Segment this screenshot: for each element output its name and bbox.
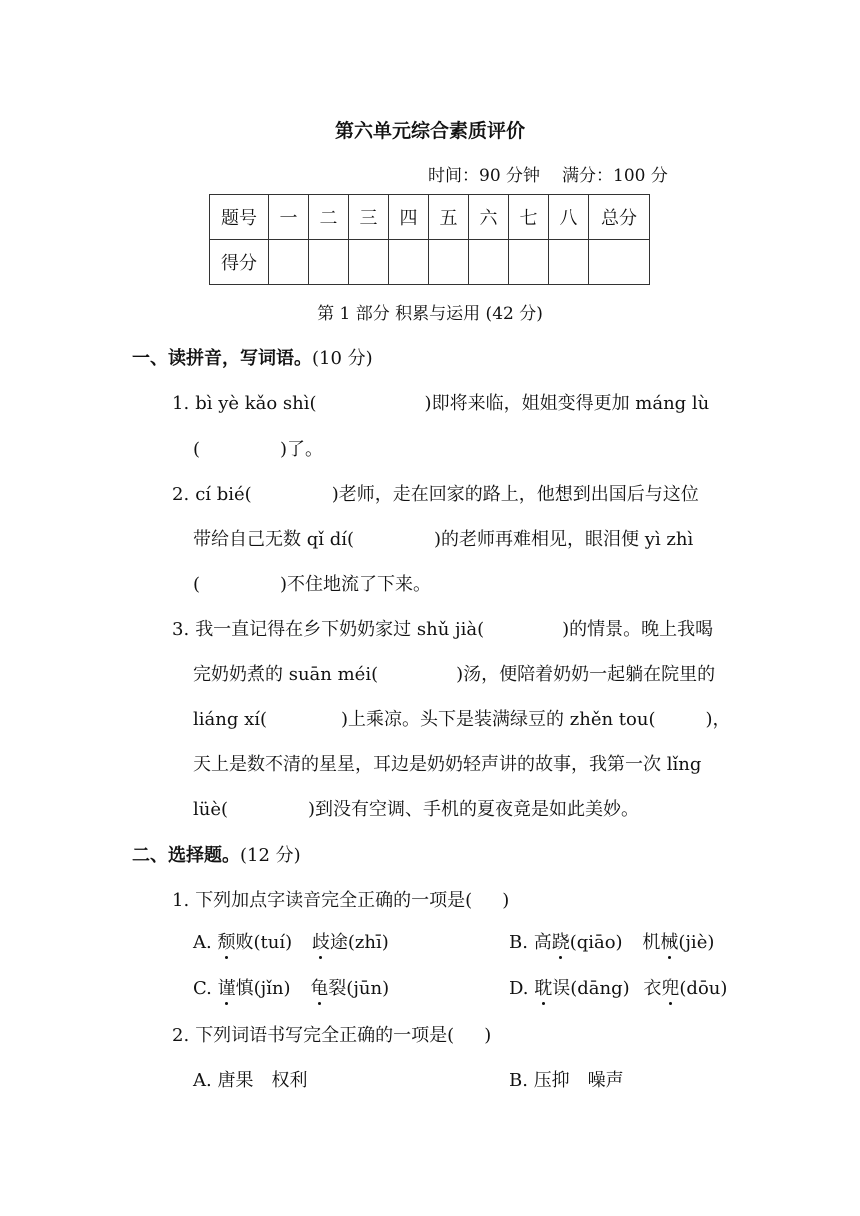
mc2-number: 2.	[172, 1025, 190, 1046]
score-cell	[509, 240, 549, 285]
mc2-stem	[172, 1021, 491, 1047]
col-4: 四	[389, 195, 429, 240]
dotted-char: 龟	[310, 978, 329, 999]
q1-text-c: (	[193, 439, 201, 460]
section-2-heading	[132, 841, 301, 867]
dotted-char: 兜	[661, 978, 680, 999]
mc1-option-d[interactable]	[509, 974, 727, 1000]
q2-line-2	[193, 525, 693, 551]
q2-line-3	[193, 570, 431, 596]
q3-text-f: )上乘凉。头下是装满绿豆的 zhěn tou(	[341, 709, 656, 730]
col-6: 六	[469, 195, 509, 240]
dotted-char: 械	[660, 932, 679, 953]
col-5: 五	[429, 195, 469, 240]
q3-line-3	[193, 705, 731, 731]
q3-text-a: 我一直记得在乡下奶奶家过 shǔ jià(	[195, 619, 485, 640]
q1-text-b: )即将来临，姐姐变得更加 máng lù	[424, 393, 710, 414]
q3-text-b: )的情景。晚上我喝	[562, 619, 714, 640]
col-7: 七	[509, 195, 549, 240]
q2-text-e: (	[193, 574, 201, 595]
score-cell	[309, 240, 349, 285]
q3-text-h: lüè(	[193, 799, 229, 820]
q2-text-a: cí bié(	[195, 484, 252, 505]
dotted-char: 谨	[217, 978, 236, 999]
option-label: B.	[509, 932, 528, 953]
score-cell	[469, 240, 509, 285]
q2-text-b: )老师，走在回家的路上，他想到出国后与这位	[331, 484, 699, 505]
q2-text-c: 带给自己无数 qǐ dí(	[193, 529, 355, 550]
word-part: 衣	[643, 978, 662, 999]
mc1-number: 1.	[172, 890, 190, 911]
time-limit: 时间：90 分钟	[428, 166, 541, 186]
q3-text-c: 完奶奶煮的 suān méi(	[193, 664, 379, 685]
section-2-points: (12 分)	[240, 845, 301, 866]
mc1-text: 下列加点字读音完全正确的一项是(	[195, 890, 473, 911]
mc2-option-a[interactable]	[193, 1066, 307, 1092]
score-cell	[389, 240, 429, 285]
row-label-score: 得分	[210, 240, 269, 285]
q3-line-5	[193, 795, 639, 821]
q3-line-1	[172, 615, 713, 641]
option-text: 唐果 权利	[217, 1070, 308, 1091]
dotted-char: 跷	[551, 932, 570, 953]
exam-meta	[428, 161, 668, 186]
word-part: 误(dāng)	[552, 978, 630, 999]
q3-line-2	[193, 660, 715, 686]
q3-text-e: liáng xí(	[193, 709, 268, 730]
q1-text-a: bì yè kǎo shì(	[195, 393, 317, 414]
score-table-score-row	[210, 240, 650, 285]
mc1-option-a[interactable]	[193, 928, 389, 954]
col-total: 总分	[589, 195, 650, 240]
word-part: 裂(jūn)	[328, 978, 390, 999]
option-label: B.	[509, 1070, 528, 1091]
q1-line-2	[193, 435, 323, 461]
word-part: 败(tuí)	[235, 932, 293, 953]
q2-text-d: )的老师再难相见，眼泪便 yì zhì	[434, 529, 694, 550]
q3-line-4: 天上是数不清的星星，耳边是奶奶轻声讲的故事，我第一次 lǐng	[193, 754, 702, 775]
score-table	[209, 194, 650, 285]
word-part: 机	[642, 932, 661, 953]
dotted-char: 歧	[311, 932, 330, 953]
option-label: A.	[193, 932, 212, 953]
page-title: 第六单元综合素质评价	[334, 120, 525, 142]
col-2: 二	[309, 195, 349, 240]
word-part: (qiāo)	[569, 932, 623, 953]
part-heading: 第 1 部分 积累与运用 (42 分)	[317, 304, 543, 324]
section-1-heading	[132, 344, 373, 370]
section-2-title: 二、选择题。	[132, 845, 240, 866]
mc2-text-end: )	[484, 1025, 492, 1046]
full-score: 满分：100 分	[562, 166, 668, 186]
option-label: A.	[193, 1070, 212, 1091]
q1-number: 1.	[172, 393, 190, 414]
mc2-option-b[interactable]	[509, 1066, 624, 1092]
score-cell	[349, 240, 389, 285]
q1-text-d: )了。	[280, 439, 324, 460]
score-cell	[549, 240, 589, 285]
score-cell-total	[589, 240, 650, 285]
option-label: D.	[509, 978, 529, 999]
mc1-stem	[172, 886, 509, 912]
q3-text-g: )，	[705, 709, 731, 730]
word-part: 高	[533, 932, 552, 953]
q3-text-d: )汤，便陪着奶奶一起躺在院里的	[456, 664, 716, 685]
dotted-char: 颓	[217, 932, 236, 953]
q3-number: 3.	[172, 619, 190, 640]
mc1-option-c[interactable]	[193, 974, 389, 1000]
word-part: (dōu)	[679, 978, 728, 999]
word-part: 慎(jǐn)	[235, 978, 291, 999]
word-part: (jiè)	[678, 932, 715, 953]
word-part: 途(zhī)	[329, 932, 389, 953]
col-3: 三	[349, 195, 389, 240]
score-cell	[429, 240, 469, 285]
q2-line-1	[172, 480, 699, 506]
mc1-option-b[interactable]	[509, 928, 714, 954]
q2-text-f: )不住地流了下来。	[280, 574, 432, 595]
mc2-text: 下列词语书写完全正确的一项是(	[195, 1025, 455, 1046]
q1-line-1	[172, 389, 709, 415]
row-label-number: 题号	[210, 195, 269, 240]
score-table-header-row	[210, 195, 650, 240]
score-cell	[269, 240, 309, 285]
q3-text-i: )到没有空调、手机的夏夜竟是如此美妙。	[308, 799, 640, 820]
dotted-char: 耽	[534, 978, 553, 999]
q2-number: 2.	[172, 484, 190, 505]
section-1-title: 一、读拼音，写词语。	[132, 348, 312, 369]
col-8: 八	[549, 195, 589, 240]
option-text: 压抑 噪声	[533, 1070, 624, 1091]
mc1-text-end: )	[502, 890, 510, 911]
option-label: C.	[193, 978, 212, 999]
section-1-points: (10 分)	[312, 348, 373, 369]
col-1: 一	[269, 195, 309, 240]
